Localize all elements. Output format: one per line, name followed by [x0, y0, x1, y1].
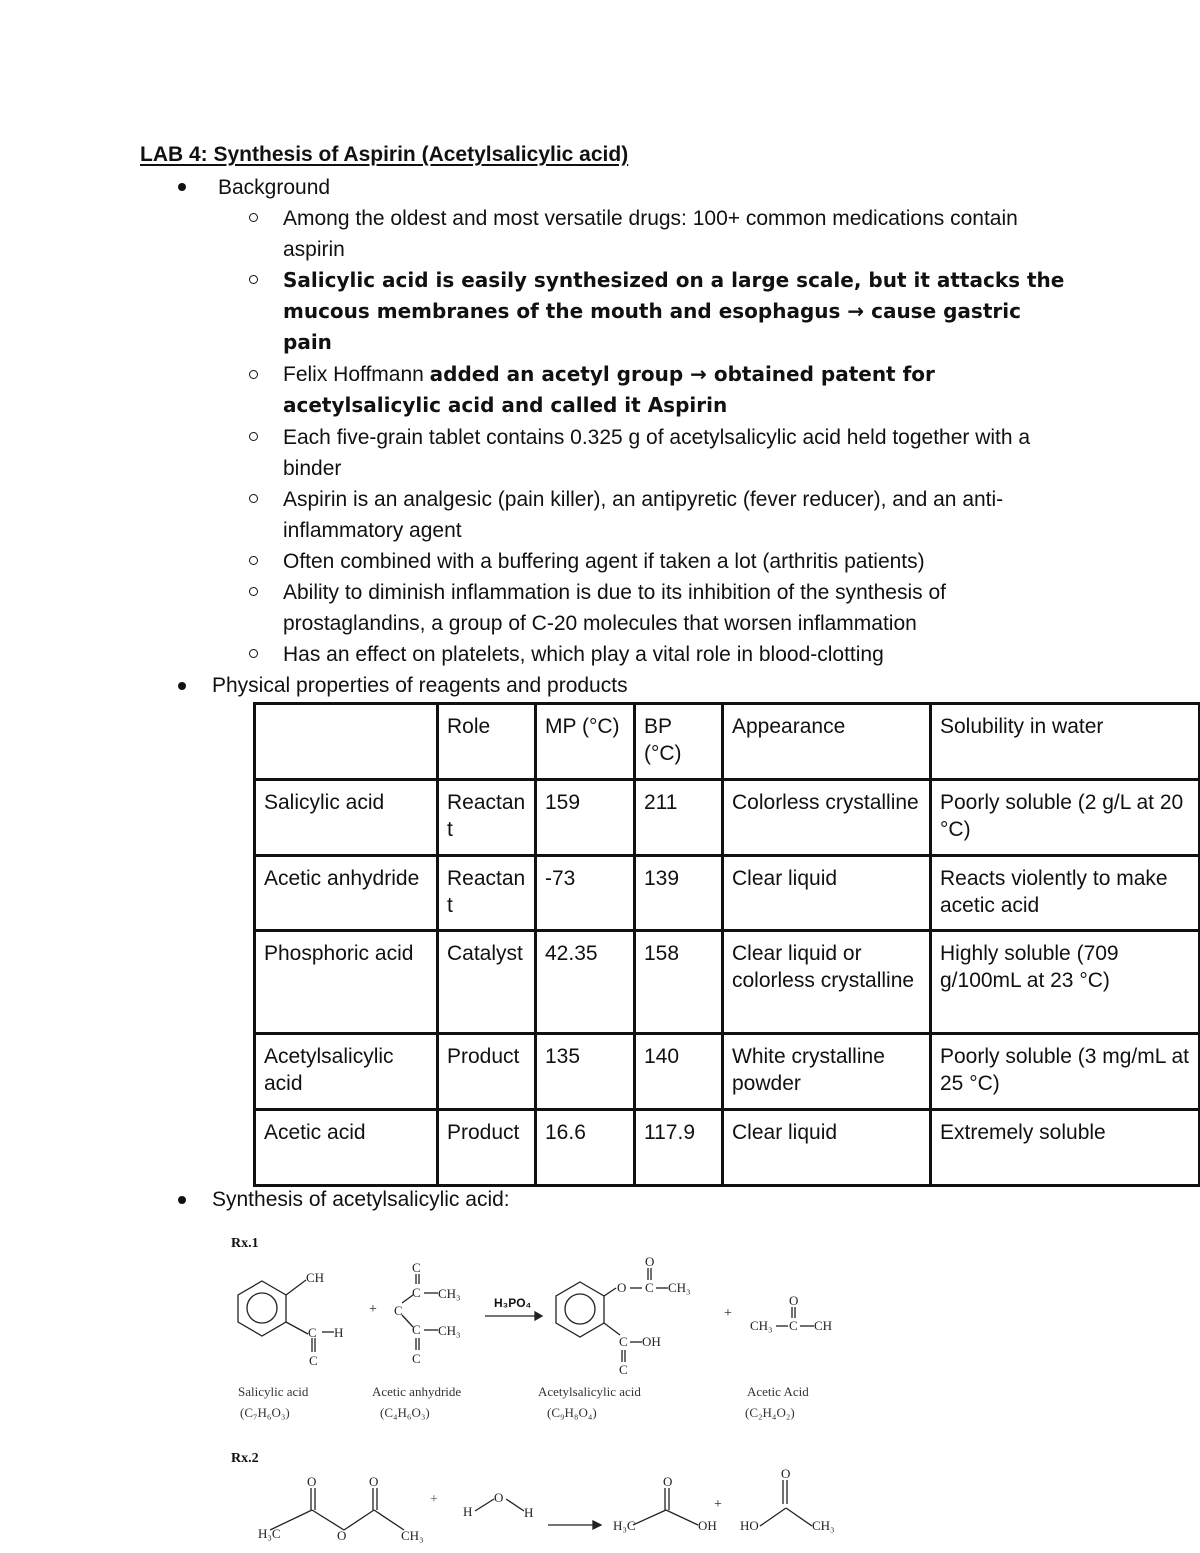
rx2-acetic-acid-structure: [633, 1488, 698, 1525]
svg-text:CH₃: CH₃: [438, 1323, 461, 1338]
svg-text:CH₃: CH₃: [812, 1518, 835, 1533]
table-cell: Poorly soluble (2 g/L at 20 °C): [931, 780, 1200, 856]
plus-sign: +: [430, 1492, 438, 1507]
svg-text:C: C: [645, 1280, 654, 1295]
table-cell: 158: [635, 931, 723, 1034]
rx2-label: Rx.2: [231, 1451, 259, 1466]
background-item: Has an effect on platelets, which play a vital role in blood-clotting: [283, 643, 884, 666]
section-synthesis: Synthesis of acetylsalicylic acid:: [212, 1188, 510, 1211]
svg-text:CH₃: CH₃: [438, 1286, 461, 1301]
svg-text:O: O: [663, 1474, 673, 1489]
svg-text:CH₃: CH₃: [750, 1318, 773, 1333]
table-cell: 42.35: [536, 931, 635, 1034]
background-item: Among the oldest and most versatile drugs: 100+ common medications contain aspirin: [283, 207, 1018, 261]
svg-text:O: O: [645, 1254, 655, 1269]
table-cell: 139: [635, 856, 723, 931]
svg-text:CH₃: CH₃: [401, 1528, 424, 1543]
svg-text:CH₃: CH₃: [668, 1280, 691, 1295]
svg-text:C: C: [309, 1353, 318, 1368]
svg-text:C: C: [412, 1285, 421, 1300]
table-cell: 140: [635, 1034, 723, 1110]
table-cell: Reacts violently to make acetic acid: [931, 856, 1200, 931]
background-item: Often combined with a buffering agent if taken a lot (arthritis patients): [283, 550, 925, 573]
background-item: Aspirin is an analgesic (pain killer), an antipyretic (fever reducer), and an anti-inflammatory agent: [283, 488, 1004, 542]
svg-text:O: O: [781, 1466, 791, 1481]
svg-text:O: O: [789, 1293, 799, 1308]
svg-text:O: O: [494, 1490, 504, 1505]
plus-sign: +: [714, 1497, 722, 1512]
table-cell: Acetic anhydride: [255, 856, 438, 931]
rx2-anhydride-structure: [270, 1488, 404, 1530]
item-bold-text: added an acetyl group → obtained patent for acetylsalicylic acid and called it Aspirin: [283, 362, 935, 417]
background-item: Each five-grain tablet contains 0.325 g of acetylsalicylic acid held together with a binder: [283, 426, 1031, 480]
svg-text:C: C: [619, 1362, 628, 1377]
table-cell: Reactant: [438, 856, 536, 931]
table-header-cell: Role: [438, 704, 536, 780]
table-cell: -73: [536, 856, 635, 931]
section-background: Background: [218, 176, 331, 199]
compound-name: Salicylic acid: [238, 1384, 309, 1399]
table-header-cell: MP (°C): [536, 704, 635, 780]
table-cell: Clear liquid: [723, 1110, 931, 1186]
svg-text:CH: CH: [306, 1270, 325, 1285]
table-cell: 117.9: [635, 1110, 723, 1186]
svg-text:H₃C: H₃C: [258, 1526, 281, 1541]
page-title: LAB 4: Synthesis of Aspirin (Acetylsalicylic acid): [140, 143, 629, 166]
table-cell: Reactant: [438, 780, 536, 856]
svg-text:O: O: [617, 1280, 627, 1295]
table-cell: Highly soluble (709 g/100mL at 23 °C): [931, 931, 1200, 1034]
svg-text:HO: HO: [740, 1518, 759, 1533]
svg-text:C: C: [789, 1318, 798, 1333]
compound-name: Acetic anhydride: [372, 1384, 462, 1399]
table-cell: Colorless crystalline: [723, 780, 931, 856]
compound-formula: (C₄H₆O₃): [380, 1405, 430, 1420]
svg-text:O: O: [307, 1474, 317, 1489]
background-item: Salicylic acid is easily synthesized on a large scale, but it attacks the mucous membranes of the mouth and esophagus → cause gastric pain: [283, 268, 1065, 354]
compound-formula: (C₉H₈O₄): [547, 1405, 597, 1420]
svg-text:OH: OH: [642, 1334, 661, 1349]
rx1-label: Rx.1: [231, 1236, 259, 1251]
table-cell: 211: [635, 780, 723, 856]
svg-text:CH: CH: [814, 1318, 833, 1333]
table-header-cell: Appearance: [723, 704, 931, 780]
svg-text:H: H: [334, 1325, 344, 1340]
table-cell: Product: [438, 1034, 536, 1110]
background-item: Ability to diminish inflammation is due to its inhibition of the synthesis of prostaglandins, a group of C-20 molecules that worsen inflammation: [283, 581, 946, 635]
table-header-cell: Solubility in water: [931, 704, 1200, 780]
svg-text:C: C: [308, 1325, 317, 1340]
table-cell: Poorly soluble (3 mg/mL at 25 °C): [931, 1034, 1200, 1110]
table-cell: 16.6: [536, 1110, 635, 1186]
compound-formula: (C₂H₄O₂): [745, 1405, 795, 1420]
compound-formula: (C₇H₆O₃): [240, 1405, 290, 1420]
svg-text:O: O: [337, 1528, 347, 1543]
rx2-acetic-acid-structure: [760, 1480, 812, 1526]
table-cell: Clear liquid or colorless crystalline: [723, 931, 931, 1034]
svg-text:O: O: [369, 1474, 379, 1489]
table-header-cell: BP (°C): [635, 704, 723, 780]
salicylic-acid-structure: [238, 1280, 334, 1352]
plus-sign: +: [724, 1306, 732, 1321]
svg-text:C: C: [412, 1351, 421, 1366]
svg-text:H: H: [524, 1505, 534, 1520]
section-properties: Physical properties of reagents and products: [212, 674, 628, 697]
table-cell: Acetic acid: [255, 1110, 438, 1186]
svg-text:C: C: [412, 1322, 421, 1337]
svg-text:C: C: [412, 1260, 421, 1275]
compound-name: Acetic Acid: [747, 1384, 809, 1399]
table-cell: 135: [536, 1034, 635, 1110]
svg-text:H: H: [463, 1504, 473, 1519]
table-cell: Clear liquid: [723, 856, 931, 931]
table-cell: Product: [438, 1110, 536, 1186]
plus-sign: +: [369, 1302, 377, 1317]
compound-name: Acetylsalicylic acid: [538, 1384, 641, 1399]
svg-text:OH: OH: [698, 1518, 717, 1533]
table-cell: White crystalline powder: [723, 1034, 931, 1110]
svg-text:C: C: [394, 1303, 403, 1318]
table-cell: Extremely soluble: [931, 1110, 1200, 1186]
item-plain-text: Felix Hoffmann: [283, 363, 430, 386]
table-cell: 159: [536, 780, 635, 856]
svg-text:H₃C: H₃C: [613, 1518, 636, 1533]
table-cell: Acetylsalicylic acid: [255, 1034, 438, 1110]
table-cell: Catalyst: [438, 931, 536, 1034]
table-cell: Salicylic acid: [255, 780, 438, 856]
catalyst-label: H₃PO₄: [494, 1296, 532, 1310]
table-cell: Phosphoric acid: [255, 931, 438, 1034]
svg-text:C: C: [619, 1334, 628, 1349]
